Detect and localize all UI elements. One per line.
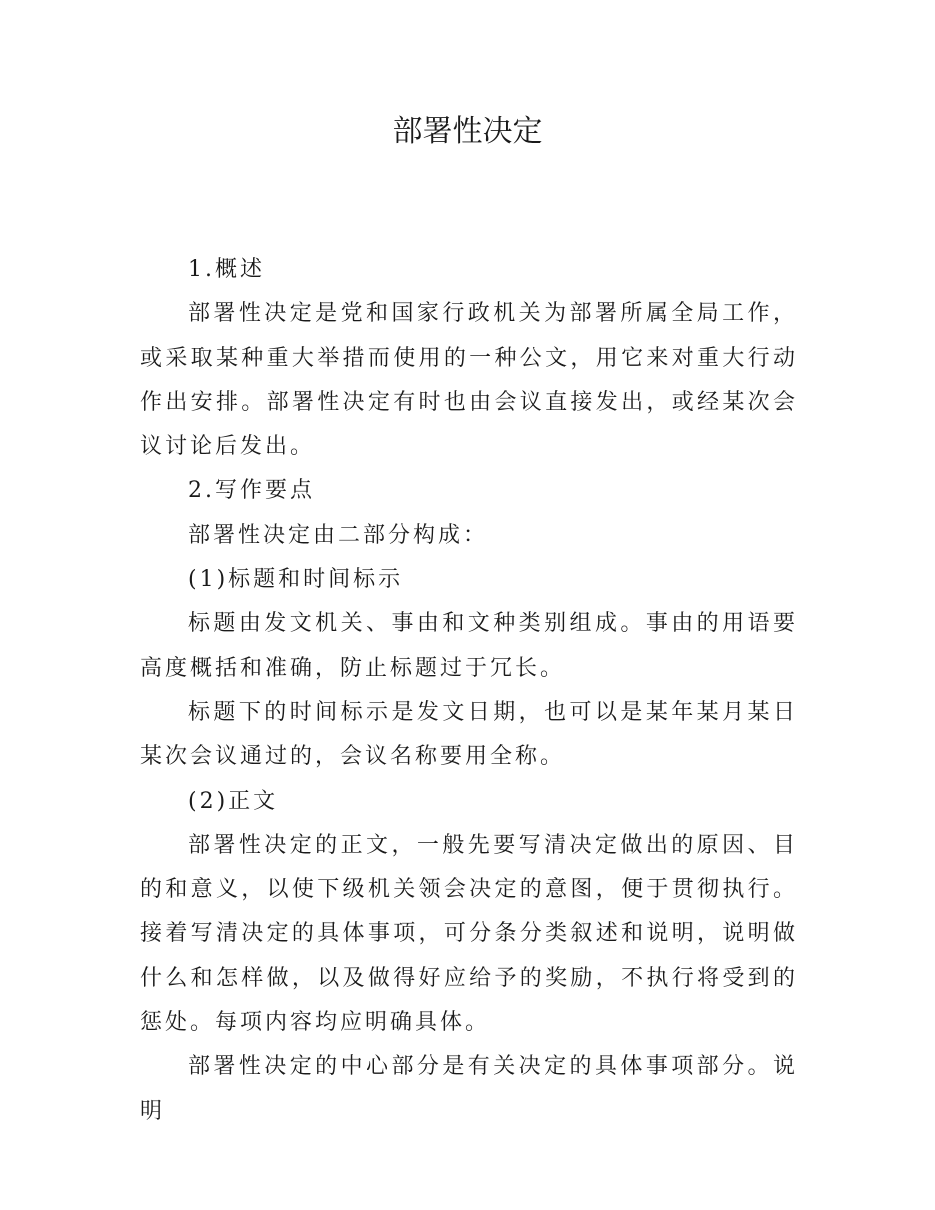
paragraph: 部署性决定的中心部分是有关决定的具体事项部分。说明	[140, 1054, 798, 1124]
subsection-heading-title-time: (1)标题和时间标示	[188, 567, 404, 593]
document-body	[140, 248, 798, 1134]
subsection-heading-body: (2)正文	[188, 788, 279, 814]
paragraph: 部署性决定由二部分构成：	[188, 522, 489, 548]
paragraph: 部署性决定是党和国家行政机关为部署所属全局工作，或采取某种重大举措而使用的一种公文，用它来对重大行动作出安排。部署性决定有时也由会议直接发出，或经某次会议讨论后发出。	[140, 301, 798, 460]
document-title: 部署性决定	[392, 114, 543, 149]
section-heading-writing-points: 2.写作要点	[188, 478, 315, 504]
section-heading-overview: 1.概述	[188, 257, 265, 282]
paragraph: 部署性决定的正文，一般先要写清决定做出的原因、目的和意义，以使下级机关领会决定的意图，便于贯彻执行。接着写清决定的具体事项，可分条分类叙述和说明，说明做什么和怎样做，以及做得好应给予的奖励，不执行将受到的惩处。每项内容均应明确具体。	[140, 832, 798, 1036]
paragraph: 标题下的时间标示是发文日期，也可以是某年某月某日某次会议通过的，会议名称要用全称。	[140, 699, 798, 770]
paragraph: 标题由发文机关、事由和文种类别组成。事由的用语要高度概括和准确，防止标题过于冗长。	[140, 611, 798, 681]
